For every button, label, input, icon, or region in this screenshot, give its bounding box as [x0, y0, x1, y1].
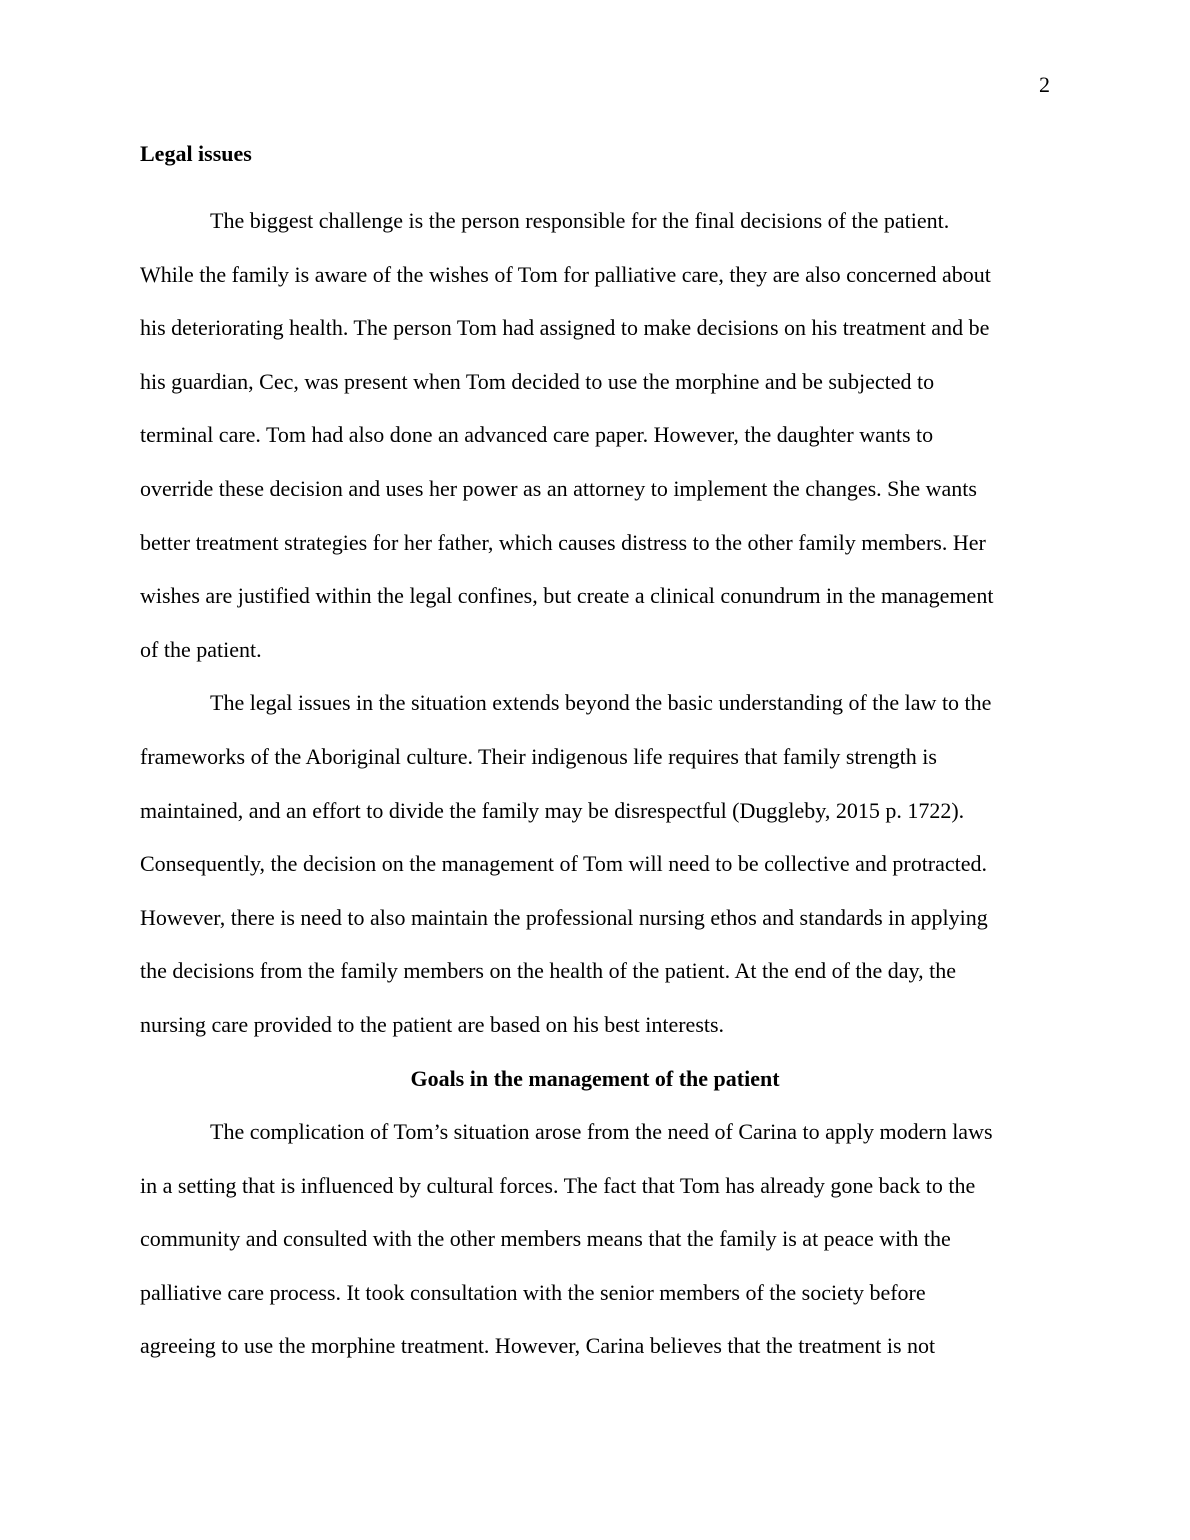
text-line: The biggest challenge is the person responsible for the final decisions of the patient. [210, 208, 950, 233]
text-line: While the family is aware of the wishes of Tom for palliative care, they are also concerned about [140, 261, 991, 287]
paragraph-legal-2 [140, 676, 1050, 1051]
section-heading-goals: Goals in the management of the patient [410, 1065, 780, 1091]
text-line: frameworks of the Aboriginal culture. Their indigenous life requires that family strength is [140, 743, 937, 769]
text-line: Consequently, the decision on the management of Tom will need to be collective and protracted. [140, 851, 988, 877]
text-line: override these decision and uses her power as an attorney to implement the changes. She wants [140, 475, 977, 501]
text-line: community and consulted with the other members means that the family is at peace with the [140, 1226, 951, 1252]
text-line: the decisions from the family members on the health of the patient. At the end of the day, the [140, 958, 957, 984]
text-line: The complication of Tom’s situation arose from the need of Carina to apply modern laws [210, 1119, 993, 1145]
text-line: palliative care process. It took consultation with the senior members of the society before [140, 1279, 926, 1305]
document-body [140, 140, 1050, 1373]
text-line: nursing care provided to the patient are based on his best interests. [140, 1011, 725, 1037]
text-line: his deteriorating health. The person Tom had assigned to make decisions on his treatment and be [140, 315, 990, 341]
paragraph-goals-1 [140, 1105, 1050, 1373]
section-heading-legal-issues: Legal issues [140, 141, 252, 166]
text-line: maintained, and an effort to divide the family may be disrespectful (Duggleby, 2015 p. 1722). [140, 797, 965, 823]
page-number: 2 [1039, 72, 1050, 97]
paragraph-legal-1 [140, 194, 1050, 676]
text-line: better treatment strategies for her father, which causes distress to the other family members. Her [140, 529, 986, 555]
text-line: agreeing to use the morphine treatment. However, Carina believes that the treatment is not [140, 1333, 936, 1359]
text-line: wishes are justified within the legal confines, but create a clinical conundrum in the management [140, 583, 994, 609]
text-line: However, there is need to also maintain the professional nursing ethos and standards in applying [140, 904, 988, 930]
text-line: terminal care. Tom had also done an advanced care paper. However, the daughter wants to [140, 422, 934, 448]
text-line: The legal issues in the situation extends beyond the basic understanding of the law to the [210, 690, 992, 716]
text-line: of the patient. [140, 636, 262, 662]
text-line: his guardian, Cec, was present when Tom decided to use the morphine and be subjected to [140, 368, 935, 394]
text-line: in a setting that is influenced by cultural forces. The fact that Tom has already gone back to the [140, 1172, 976, 1198]
